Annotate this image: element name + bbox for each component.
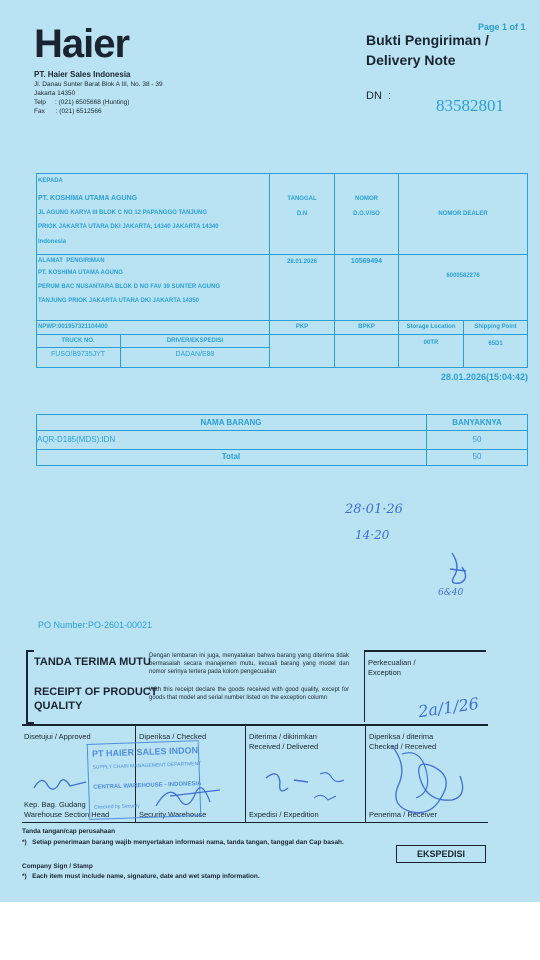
col-banyaknya: BANYAKNYA [452,418,502,427]
receipt-title-id: TANDA TERIMA MUTU [34,656,151,668]
handwritten-initial: 6&40 [438,588,464,598]
footer-note-id: *) Setiap penerimaan barang wajib menyertakan informasi nama, tanda tangan, tanggal dan Cap basah. [22,839,344,846]
page-indicator: Page 1 of 1 [478,22,526,32]
signature-checked [150,776,230,816]
exception-label-1: Perkecualian / [368,658,416,667]
total-label: Total [221,452,241,461]
company-name: PT. Haier Sales Indonesia [34,70,131,79]
company-address-1: Jl. Danau Sunter Barat Blok A III, No. 38 - 39 [34,81,163,88]
storage-location-value: 00TR [423,340,439,346]
label-warehouse-head-2: Warehouse Section Head [24,810,110,819]
handwritten-date: 28·01·26 [345,502,403,517]
dealer-number-cell [398,254,528,321]
exception-label-2: Exception [368,668,401,677]
bpkp-label: BPKP [358,324,375,330]
npwp-divider [36,334,528,335]
nomor-sub-label: D.O.V/SO [353,211,380,217]
footer-sign-stamp-en: Company Sign / Stamp [22,863,93,870]
item-name: AQR-D185(MDS):IDN [37,435,116,444]
document-title-2: Delivery Note [366,52,456,68]
shipping-address-1: PERUM BAC NUSANTARA BLOK D NO FAV 39 SUNTER AGUNG [38,284,221,290]
receipt-title-en-2: QUALITY [34,700,83,712]
label-expedition: Expedisi / Expedition [249,810,319,819]
label-received-2: Checked / Received [369,742,437,751]
label-receiver: Penerima / Receiver [369,810,437,819]
driver-label: DRIVER/EKSPEDISI [166,338,224,344]
company-address-2: Jakarta 14350 [34,90,76,97]
nomor-dealer-label: NOMOR DEALER [438,211,488,217]
footer-note-en: *) Each item must include name, signature, date and wet stamp information. [22,873,260,880]
signature-delivered [258,764,358,808]
stamp-line-4: Checked by Security [93,803,140,811]
label-checked: Diperiksa / Checked [139,732,207,741]
col-nama-barang: NAMA BARANG [200,418,262,427]
company-phone: Telp : (021) 6505668 (Hunting) [34,99,130,106]
nomor-label: NOMOR [355,196,378,202]
receipt-left-bracket [26,650,34,724]
label-delivered-2: Received / Delivered [249,742,319,751]
shipping-point-label: Shipping Point [474,324,517,330]
receipt-text-id: Dengan lembaran ini juga, menyatakan bahwa barang yang diterima tidak bermasalah secara manajemen mutu, kecuali barang yang model dan nomor serinya tertera pada kolom pengecualian [149,653,349,675]
alamat-pengiriman-label: ALAMAT PENGIRIMAN [38,258,105,264]
receipt-text-en: With this receipt declare the goods received with good quality, except for goods that model and serial number listed on the exception column [149,687,349,701]
handwritten-time: 14·20 [355,528,390,542]
stamp-line-1: PT HAIER SALES INDON [91,745,199,759]
shipping-point-value: 65D1 [488,341,503,347]
driver-value: DADAN/E88 [175,351,215,358]
tanggal-label: TANGGAL [287,196,317,202]
label-delivered-1: Diterima / dikirimkan [249,732,317,741]
truck-no-label: TRUCK NO. [61,338,95,344]
signature-received [372,736,482,820]
npwp-value: NPWP:001957321104400 [38,324,108,330]
label-security-warehouse: Security Warehouse [139,810,207,819]
shipping-name: PT. KOSHIMA UTAMA AGUNG [38,270,123,276]
delivery-date: 28.01.2026 [286,259,318,265]
items-total-divider [36,449,528,450]
dn-label: DN : [366,90,392,102]
signature-bottom-line [22,822,488,823]
recipient-address-2: PRIOK JAKARTA UTARA DKI JAKARTA, 14340 JAKARTA 14340 [38,224,219,230]
order-number: 10569494 [350,258,383,265]
handwritten-receipt-date: 2a/1/26 [416,693,481,722]
receipt-title-en-1: RECEIPT OF PRODUCT [34,686,158,698]
truck-divider [36,347,270,348]
recipient-name: PT. KOSHIMA UTAMA AGUNG [38,195,138,202]
pkp-label: PKP [295,324,309,330]
dealer-number: 6000582276 [446,273,480,279]
haier-logo: Haier [34,22,130,66]
po-number: PO Number:PO-2601-00021 [38,620,153,630]
recipient-address-1: JL AGUNG KARYA III BLOK C NO 12 PAPANGGO TANJUNG [38,210,208,216]
item-qty: 50 [472,435,482,444]
footer-sign-stamp-id: Tanda tangan/cap perusahaan [22,828,116,835]
items-header-divider [36,430,528,431]
tanggal-sub-label: D.N [296,211,308,217]
kepada-label: KEPADA [38,178,63,184]
storage-location-label: Storage Location [406,324,456,330]
stamp-line-2: SUPPLY CHAIN MANAGEMENT DEPARTMENT [92,760,202,771]
document-title-1: Bukti Pengiriman / [366,32,489,48]
truck-no-value: FUSO/B9735JYT [50,351,106,358]
copy-label: EKSPEDISI [416,849,465,859]
recipient-address-3: Indonesia [38,239,67,245]
print-timestamp: 28.01.2026(15:04:42) [440,372,528,382]
signature-approved [30,768,90,798]
shipping-address-2: TANJUNG PRIOK JAKARTA UTARA DKI JAKARTA 14350 [38,298,199,304]
company-fax: Fax : (021) 6512566 [34,108,102,115]
label-approved: Disetujui / Approved [24,732,91,741]
label-received-1: Diperiksa / diterima [369,732,434,741]
stamp-line-3: CENTRAL WAREHOUSE - INDONESIA [93,781,202,791]
dn-number: 83582801 [436,96,504,115]
label-warehouse-head-1: Kep. Bag. Gudang [24,800,86,809]
total-qty: 50 [472,452,482,461]
